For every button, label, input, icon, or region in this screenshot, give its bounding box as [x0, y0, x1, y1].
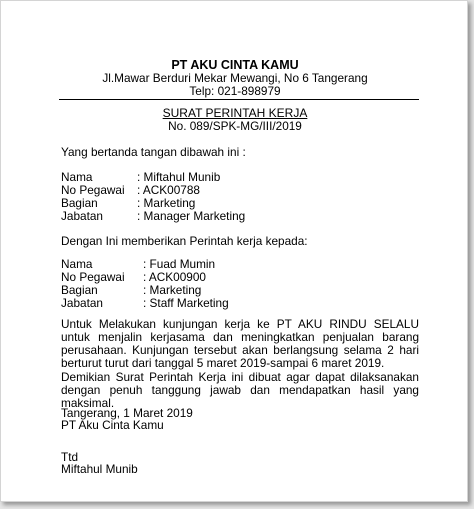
recipient-value-name: : Fuad Mumin	[143, 257, 216, 271]
signer-label-employee-id: No Pegawai	[61, 183, 125, 197]
signature-company: PT Aku Cinta Kamu	[61, 418, 164, 432]
signer-label-position: Jabatan	[61, 209, 103, 223]
letter-number: No. 089/SPK-MG/III/2019	[168, 119, 302, 133]
signer-label-name: Nama	[61, 170, 93, 184]
signer-value-name: : Miftahul Munib	[137, 170, 221, 184]
company-name: PT AKU CINTA KAMU	[171, 58, 299, 72]
recipient-label-employee-id: No Pegawai	[61, 270, 125, 284]
intro-text: Yang bertanda tangan dibawah ini :	[61, 145, 246, 159]
company-address: Jl.Mawar Berduri Mekar Mewangi, No 6 Tangerang	[102, 71, 368, 85]
signature-name: Miftahul Munib	[61, 462, 138, 476]
letter-title: SURAT PERINTAH KERJA	[162, 106, 308, 120]
signer-value-position: : Manager Marketing	[137, 209, 246, 223]
body-paragraph-visit: Untuk Melakukan kunjungan kerja ke PT AKU RINDU SELALU untuk menjalin kerjasama dan meningkatkan penjualan barang perusahaan. Kunjungan tersebut akan berlangsung selama 2 hari berturut turut dari tanggal 5 maret 2019-sampai 6 maret 2019.	[61, 317, 419, 370]
recipient-label-department: Bagian	[61, 283, 98, 297]
recipient-value-position: : Staff Marketing	[143, 296, 229, 310]
letterhead-divider	[59, 99, 419, 100]
signer-label-department: Bagian	[61, 196, 98, 210]
signer-value-department: : Marketing	[137, 196, 196, 210]
company-phone: Telp: 021-898979	[189, 84, 281, 98]
recipient-label-name: Nama	[61, 257, 93, 271]
recipient-value-employee-id: : ACK00900	[143, 270, 206, 284]
body-paragraph-closing: Demikian Surat Perintah Kerja ini dibuat agar dapat dilaksanakan dengan penuh tanggung jawab dan mendapatkan hasil yang maksimal.	[61, 370, 419, 410]
place-date: Tangerang, 1 Maret 2019	[61, 406, 193, 420]
recipient-value-department: : Marketing	[143, 283, 202, 297]
signer-value-employee-id: : ACK00788	[137, 183, 200, 197]
recipient-label-position: Jabatan	[61, 296, 103, 310]
instruction-text: Dengan Ini memberikan Perintah kerja kepada:	[61, 234, 308, 248]
signature-ttd: Ttd	[61, 450, 79, 464]
